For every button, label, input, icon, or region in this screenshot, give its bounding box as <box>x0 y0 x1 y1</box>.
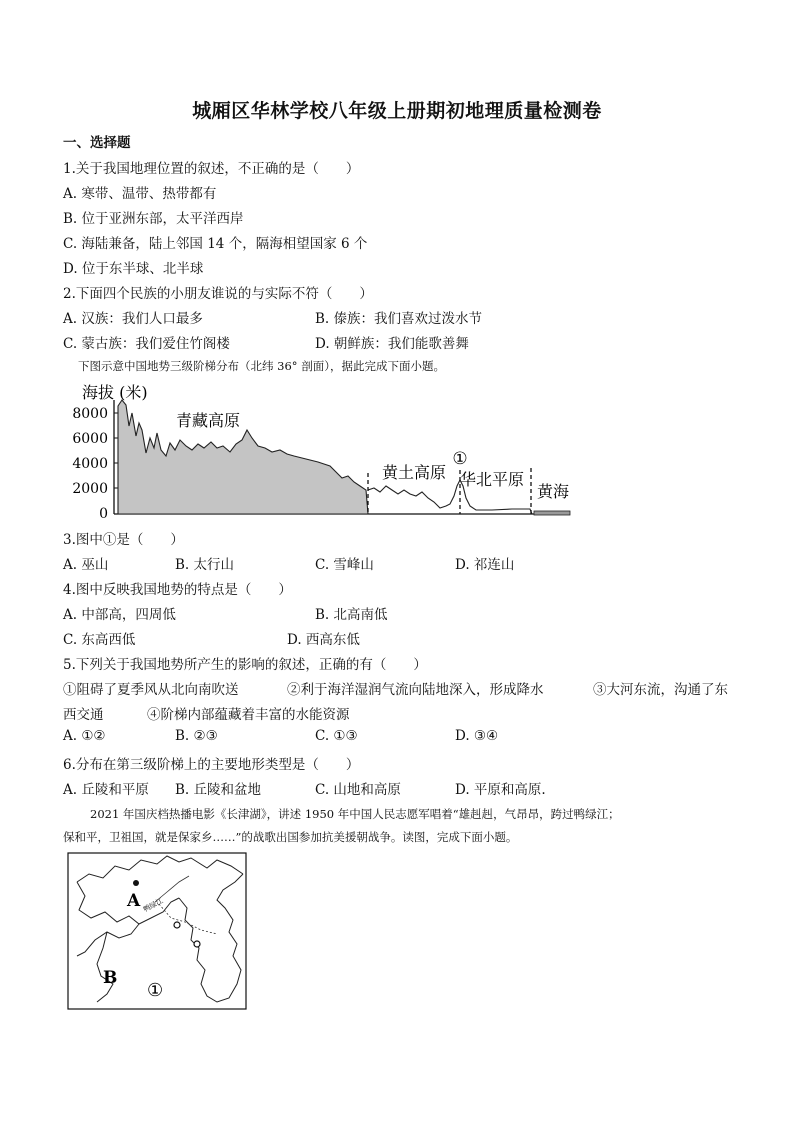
q2-option-b: B. 傣族：我们喜欢过泼水节 <box>315 311 483 327</box>
city-dot-2 <box>194 941 200 947</box>
q6-option-d: D. 平原和高原. <box>455 782 546 798</box>
q4-option-a: A. 中部高，四周低 <box>63 607 176 623</box>
q3-option-d: D. 祁连山 <box>455 557 515 573</box>
q4-option-c: C. 东高西低 <box>63 632 136 648</box>
q5-statement-3-cont: 西交通 <box>63 707 104 723</box>
y-tick: 0 <box>99 506 108 520</box>
sea-block <box>534 511 570 515</box>
q3-stem: 3.图中①是（ ） <box>63 532 184 548</box>
label-b: B <box>103 968 118 988</box>
q1-option-c: C. 海陆兼备，陆上邻国 14 个，隔海相望国家 6 个 <box>63 236 368 252</box>
q2-stem: 2.下面四个民族的小朋友谁说的与实际不符（ ） <box>63 286 373 302</box>
profile-y-label: 海拔 (米) <box>82 383 148 402</box>
terrain-profile-figure <box>62 378 582 520</box>
q1-option-a: A. 寒带、温带、热带都有 <box>63 186 217 202</box>
y-tick: 6000 <box>72 431 108 447</box>
intro-profile: 下图示意中国地势三级阶梯分布（北纬 36° 剖面），据此完成下面小题。 <box>78 359 445 373</box>
q5-statement-1: ①阻碍了夏季风从北向南吹送 <box>63 682 239 698</box>
q5-statement-2: ②利于海洋湿润气流向陆地深入，形成降水 <box>287 682 544 698</box>
q6-option-c: C. 山地和高原 <box>315 782 401 798</box>
q5-statement-4: ④阶梯内部蕴藏着丰富的水能资源 <box>147 707 350 723</box>
q1-option-b: B. 位于亚洲东部，太平洋西岸 <box>63 211 244 227</box>
q5-option-a: A. ①② <box>63 728 106 744</box>
q5-option-d: D. ③④ <box>455 728 499 744</box>
q3-option-b: B. 太行山 <box>175 557 235 573</box>
section-heading: 一、选择题 <box>63 135 131 151</box>
label-circle-1: ① <box>147 980 164 1001</box>
q4-option-b: B. 北高南低 <box>315 607 388 623</box>
q2-option-c: C. 蒙古族：我们爱住竹阁楼 <box>63 336 230 352</box>
page-title: 城厢区华林学校八年级上册期初地理质量检测卷 <box>192 100 602 122</box>
y-tick: 2000 <box>72 481 108 497</box>
q4-option-d: D. 西高东低 <box>287 632 360 648</box>
label-a: A <box>127 891 141 911</box>
q5-stem: 5.下列关于我国地势所产生的影响的叙述，正确的有（ ） <box>63 657 427 673</box>
q5-option-b: B. ②③ <box>175 728 218 744</box>
label-north-china-plain: 华北平原 <box>460 470 525 489</box>
q6-option-b: B. 丘陵和盆地 <box>175 782 262 798</box>
q2-option-d: D. 朝鲜族：我们能歌善舞 <box>315 336 469 352</box>
q3-option-c: C. 雪峰山 <box>315 557 374 573</box>
q2-option-a: A. 汉族：我们人口最多 <box>63 311 203 327</box>
label-qinghai-plateau: 青藏高原 <box>176 411 241 430</box>
intro-map-line2: 保和平，卫祖国，就是保家乡……”的战歌出国参加抗美援朝战争。读图，完成下面小题。 <box>63 830 518 844</box>
q6-stem: 6.分布在第三级阶梯上的主要地形类型是（ ） <box>63 757 360 773</box>
qinghai-terrain-area <box>118 400 368 514</box>
point-a-dot <box>133 880 139 886</box>
label-loess-plateau: 黄土高原 <box>382 463 447 482</box>
label-yalu-river: 鸭绿江 <box>142 896 165 914</box>
korea-map-figure <box>67 852 247 1010</box>
q1-stem: 1.关于我国地理位置的叙述，不正确的是（ ） <box>63 161 360 177</box>
q5-option-c: C. ①③ <box>315 728 358 744</box>
q1-option-d: D. 位于东半球、北半球 <box>63 261 204 277</box>
q4-stem: 4.图中反映我国地势的特点是（ ） <box>63 582 292 598</box>
y-tick: 8000 <box>72 406 108 422</box>
label-marker-1: ① <box>452 449 468 469</box>
q6-option-a: A. 丘陵和平原 <box>63 782 149 798</box>
y-tick: 4000 <box>72 456 108 472</box>
q5-statement-3: ③大河东流，沟通了东 <box>593 682 728 698</box>
intro-map-line1: 2021 年国庆档热播电影《长津湖》，讲述 1950 年中国人民志愿军唱着“雄赳赳，气昂昂，跨过鸭绿江； <box>90 807 620 821</box>
label-yellow-sea: 黄海 <box>537 482 570 501</box>
q3-option-a: A. 巫山 <box>63 557 109 573</box>
city-dot-1 <box>174 922 180 928</box>
